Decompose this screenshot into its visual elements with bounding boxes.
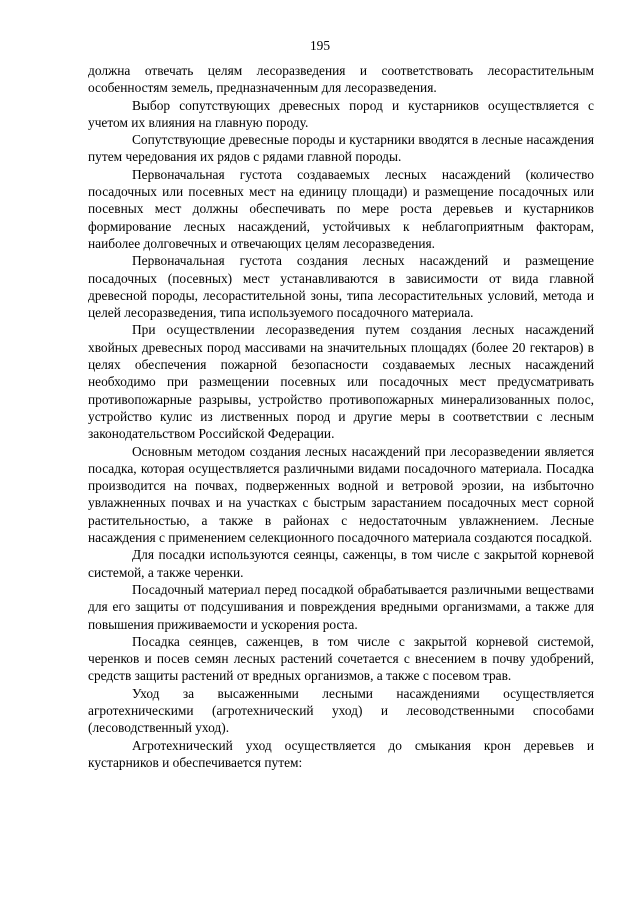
paragraph: При осуществлении лесоразведения путем создания лесных насаждений хвойных древесных пород массивами на значительных площадях (более 20 гектаров) в целях обеспечения пожарной безопасности создаваемых лесных насаждений необходимо при размещении посевных или посадочных мест предусматривать противопожарные разрывы, устройство противопожарных минерализованных полос, устройство кулис из лиственных пород и другие меры в соответствии с лесным законодательством Российской Федерации. bbox=[88, 322, 594, 442]
body-text bbox=[88, 62, 594, 771]
paragraph-continuation: должна отвечать целям лесоразведения и соответствовать лесорастительным особенностям земель, предназначенным для лесоразведения. bbox=[88, 63, 594, 96]
paragraph: Первоначальная густота создания лесных насаждений и размещение посадочных (посевных) мест устанавливаются в зависимости от вида главной древесной породы, лесорастительной зоны, типа лесорастительных условий, метода и целей лесоразведения, типа используемого посадочного материала. bbox=[88, 253, 594, 321]
paragraph: Посадочный материал перед посадкой обрабатывается различными веществами для его защиты от подсушивания и повреждения вредными организмами, а также для повышения приживаемости и ускорения роста. bbox=[88, 581, 594, 632]
paragraph: Для посадки используются сеянцы, саженцы, в том числе с закрытой корневой системой, а также черенки. bbox=[88, 547, 594, 580]
page-number: 195 bbox=[309, 38, 331, 53]
paragraph: Агротехнический уход осуществляется до смыкания крон деревьев и кустарников и обеспечивается путем: bbox=[88, 737, 594, 770]
paragraph: Посадка сеянцев, саженцев, в том числе с закрытой корневой системой, черенков и посев семян лесных растений сочетается с внесением в почву удобрений, средств защиты растений от вредных организмов, а также с посевом трав. bbox=[88, 633, 594, 684]
paragraph: Основным методом создания лесных насаждений при лесоразведении является посадка, которая осуществляется различными видами посадочного материала. Посадка производится на почвах, подверженных водной и ветровой эрозии, на избыточно увлажненных почвах и на участках с быстрым зарастанием посадочных мест сорной растительностью, а также в районах с недостаточным увлажнением. Лесные насаждения с применением селекционного посадочного материала создаются посадкой. bbox=[88, 443, 594, 546]
paragraph: Первоначальная густота создаваемых лесных насаждений (количество посадочных или посевных мест на единицу площади) и размещение посадочных или посевных мест должны обеспечивать по мере роста деревьев и кустарников формирование лесных насаждений, устойчивых к неблагоприятным факторам, наиболее долговечных и отвечающих целям лесоразведения. bbox=[88, 166, 594, 251]
paragraph: Сопутствующие древесные породы и кустарники вводятся в лесные насаждения путем чередования их рядов с рядами главной породы. bbox=[88, 132, 594, 165]
paragraph: Уход за высаженными лесными насаждениями осуществляется агротехническими (агротехнический уход) и лесоводственными способами (лесоводственный уход). bbox=[88, 685, 594, 736]
paragraph: Выбор сопутствующих древесных пород и кустарников осуществляется с учетом их влияния на главную породу. bbox=[88, 97, 594, 130]
